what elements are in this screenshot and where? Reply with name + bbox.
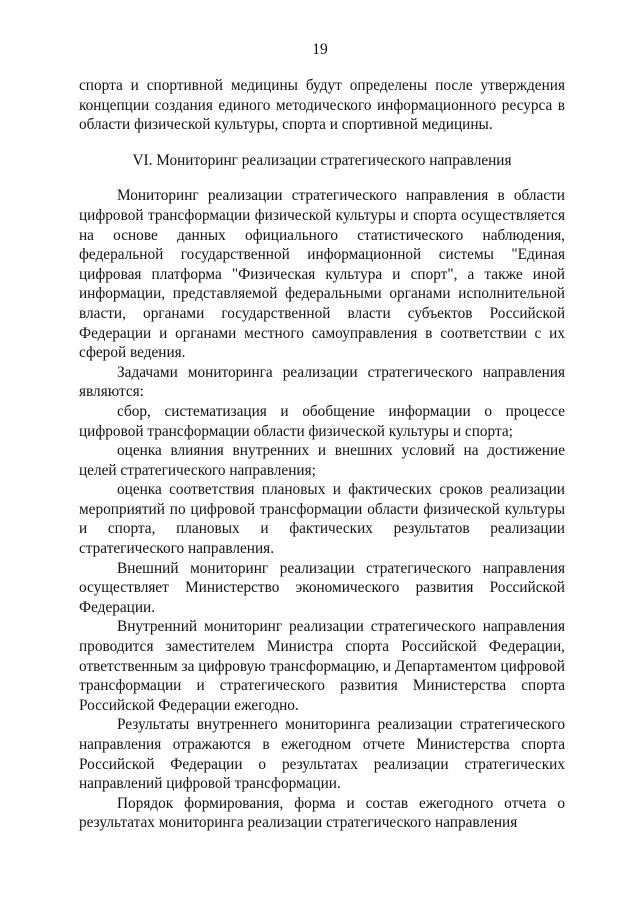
- section-heading: VI. Мониторинг реализации стратегического направления: [132, 151, 512, 169]
- paragraph-internal-monitoring: Внутренний мониторинг реализации стратегического направления проводится заместителем Министра спорта Российской Федерации, ответственным за цифровую трансформацию, и Департаментом цифровой трансформации и стратегического развития Министерства спорта Российской Федерации ежегодно.: [79, 618, 565, 714]
- paragraph-task-assessment: оценка влияния внутренних и внешних условий на достижение целей стратегического направления;: [79, 442, 565, 479]
- paragraph-report-procedure: Порядок формирования, форма и состав ежегодного отчета о результатах мониторинга реализации стратегического направления: [79, 794, 565, 832]
- page-number: 19: [312, 41, 328, 58]
- paragraph-tasks-intro: Задачами мониторинга реализации стратегического направления являются:: [79, 363, 565, 401]
- paragraph-monitoring-basis: Мониторинг реализации стратегического направления в области цифровой трансформации физической культуры и спорта осуществляется на основе данных официального статистического наблюдения, федеральной государственной информационной системы "Единая цифровая платформа "Физическая культура и спорт", а также иной информации, представляемой федеральными органами исполнительной власти, органами государственной власти субъектов Российской Федерации и органами местного самоуправления в соответствии с их сферой ведения.: [79, 187, 565, 362]
- paragraph-task-deadlines: оценка соответствия плановых и фактических сроков реализации мероприятий по цифровой трансформации области физической культуры и спорта, плановых и фактических результатов реализации стратегического направления.: [79, 481, 565, 558]
- paragraph-external-monitoring: Внешний мониторинг реализации стратегического направления осуществляет Министерство экономического развития Российской Федерации.: [79, 559, 565, 616]
- paragraph-monitoring-results: Результаты внутреннего мониторинга реализации стратегического направления отражаются в ежегодном отчете Министерства спорта Российской Федерации о результатах реализации стратегических направлений цифровой трансформации.: [79, 716, 565, 793]
- paragraph-task-collection: сбор, систематизация и обобщение информации о процессе цифровой трансформации области физической культуры и спорта;: [79, 402, 565, 440]
- page-body: [79, 76, 565, 833]
- intro-paragraph: спорта и спортивной медицины будут определены после утверждения концепции создания единого методического информационного ресурса в области физической культуры, спорта и спортивной медицины.: [79, 77, 565, 134]
